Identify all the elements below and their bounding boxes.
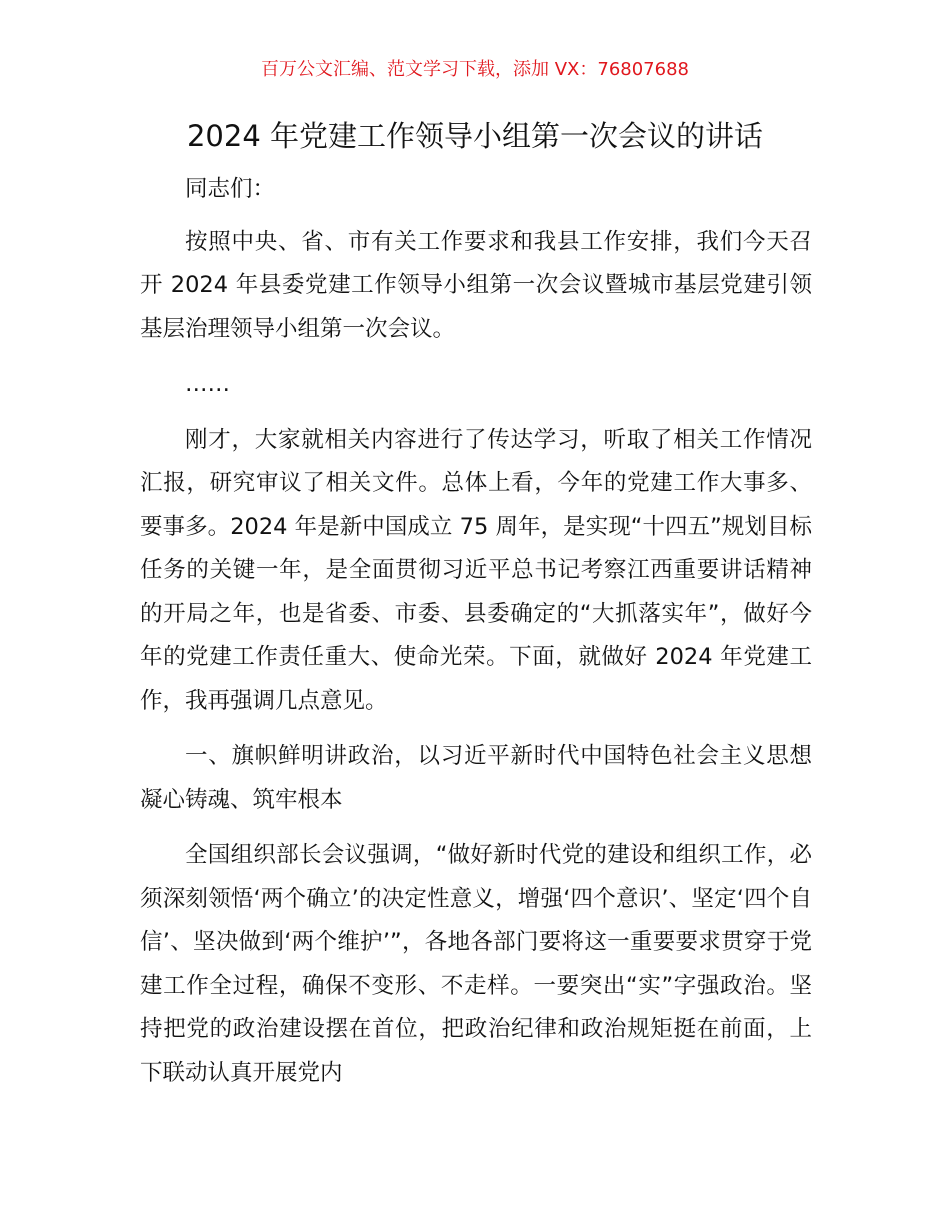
salutation: 同志们： [185, 176, 276, 202]
paragraph-section-1: 全国组织部长会议强调，“做好新时代党的建设和组织工作，必须深刻领悟‘两个确立’的决定性意义，增强‘四个意识’、坚定‘四个自信’、坚决做到‘两个维护’”，各地各部门要将这一重要要求贯穿于党建工作全过程，确保不变形、不走样。一要突出“实”字强政治。坚持把党的政治建设摆在首位，把政治纪律和政治规矩挺在前面，上下联动认真开展党内 [140, 842, 812, 1086]
paragraph-ellipsis: …… [185, 371, 230, 397]
document-title: 2024 年党建工作领导小组第一次会议的讲话 [186, 119, 764, 153]
document-body [140, 168, 812, 1107]
paragraph-overview: 刚才，大家就相关内容进行了传达学习，听取了相关工作情况汇报，研究审议了相关文件。总体上看，今年的党建工作大事多、要事多。2024 年是新中国成立 75 周年，是实现“十四五”规划目标任务的关键一年，是全面贯彻习近平总书记考察江西重要讲话精神的开局之年，也是省委、市委、县委确定的“大抓落实年”，做好今年的党建工作责任重大、使命光荣。下面，就做好 2024 年党建工作，我再强调几点意见。 [140, 426, 812, 714]
header-watermark-note: 百万公文汇编、范文学习下载，添加 VX：76807688 [261, 59, 689, 80]
section-heading-1: 一、旗帜鲜明讲政治，以习近平新时代中国特色社会主义思想凝心铸魂、筑牢根本 [140, 743, 812, 813]
paragraph-opening: 按照中央、省、市有关工作要求和我县工作安排，我们今天召开 2024 年县委党建工作领导小组第一次会议暨城市基层党建引领基层治理领导小组第一次会议。 [140, 228, 812, 342]
